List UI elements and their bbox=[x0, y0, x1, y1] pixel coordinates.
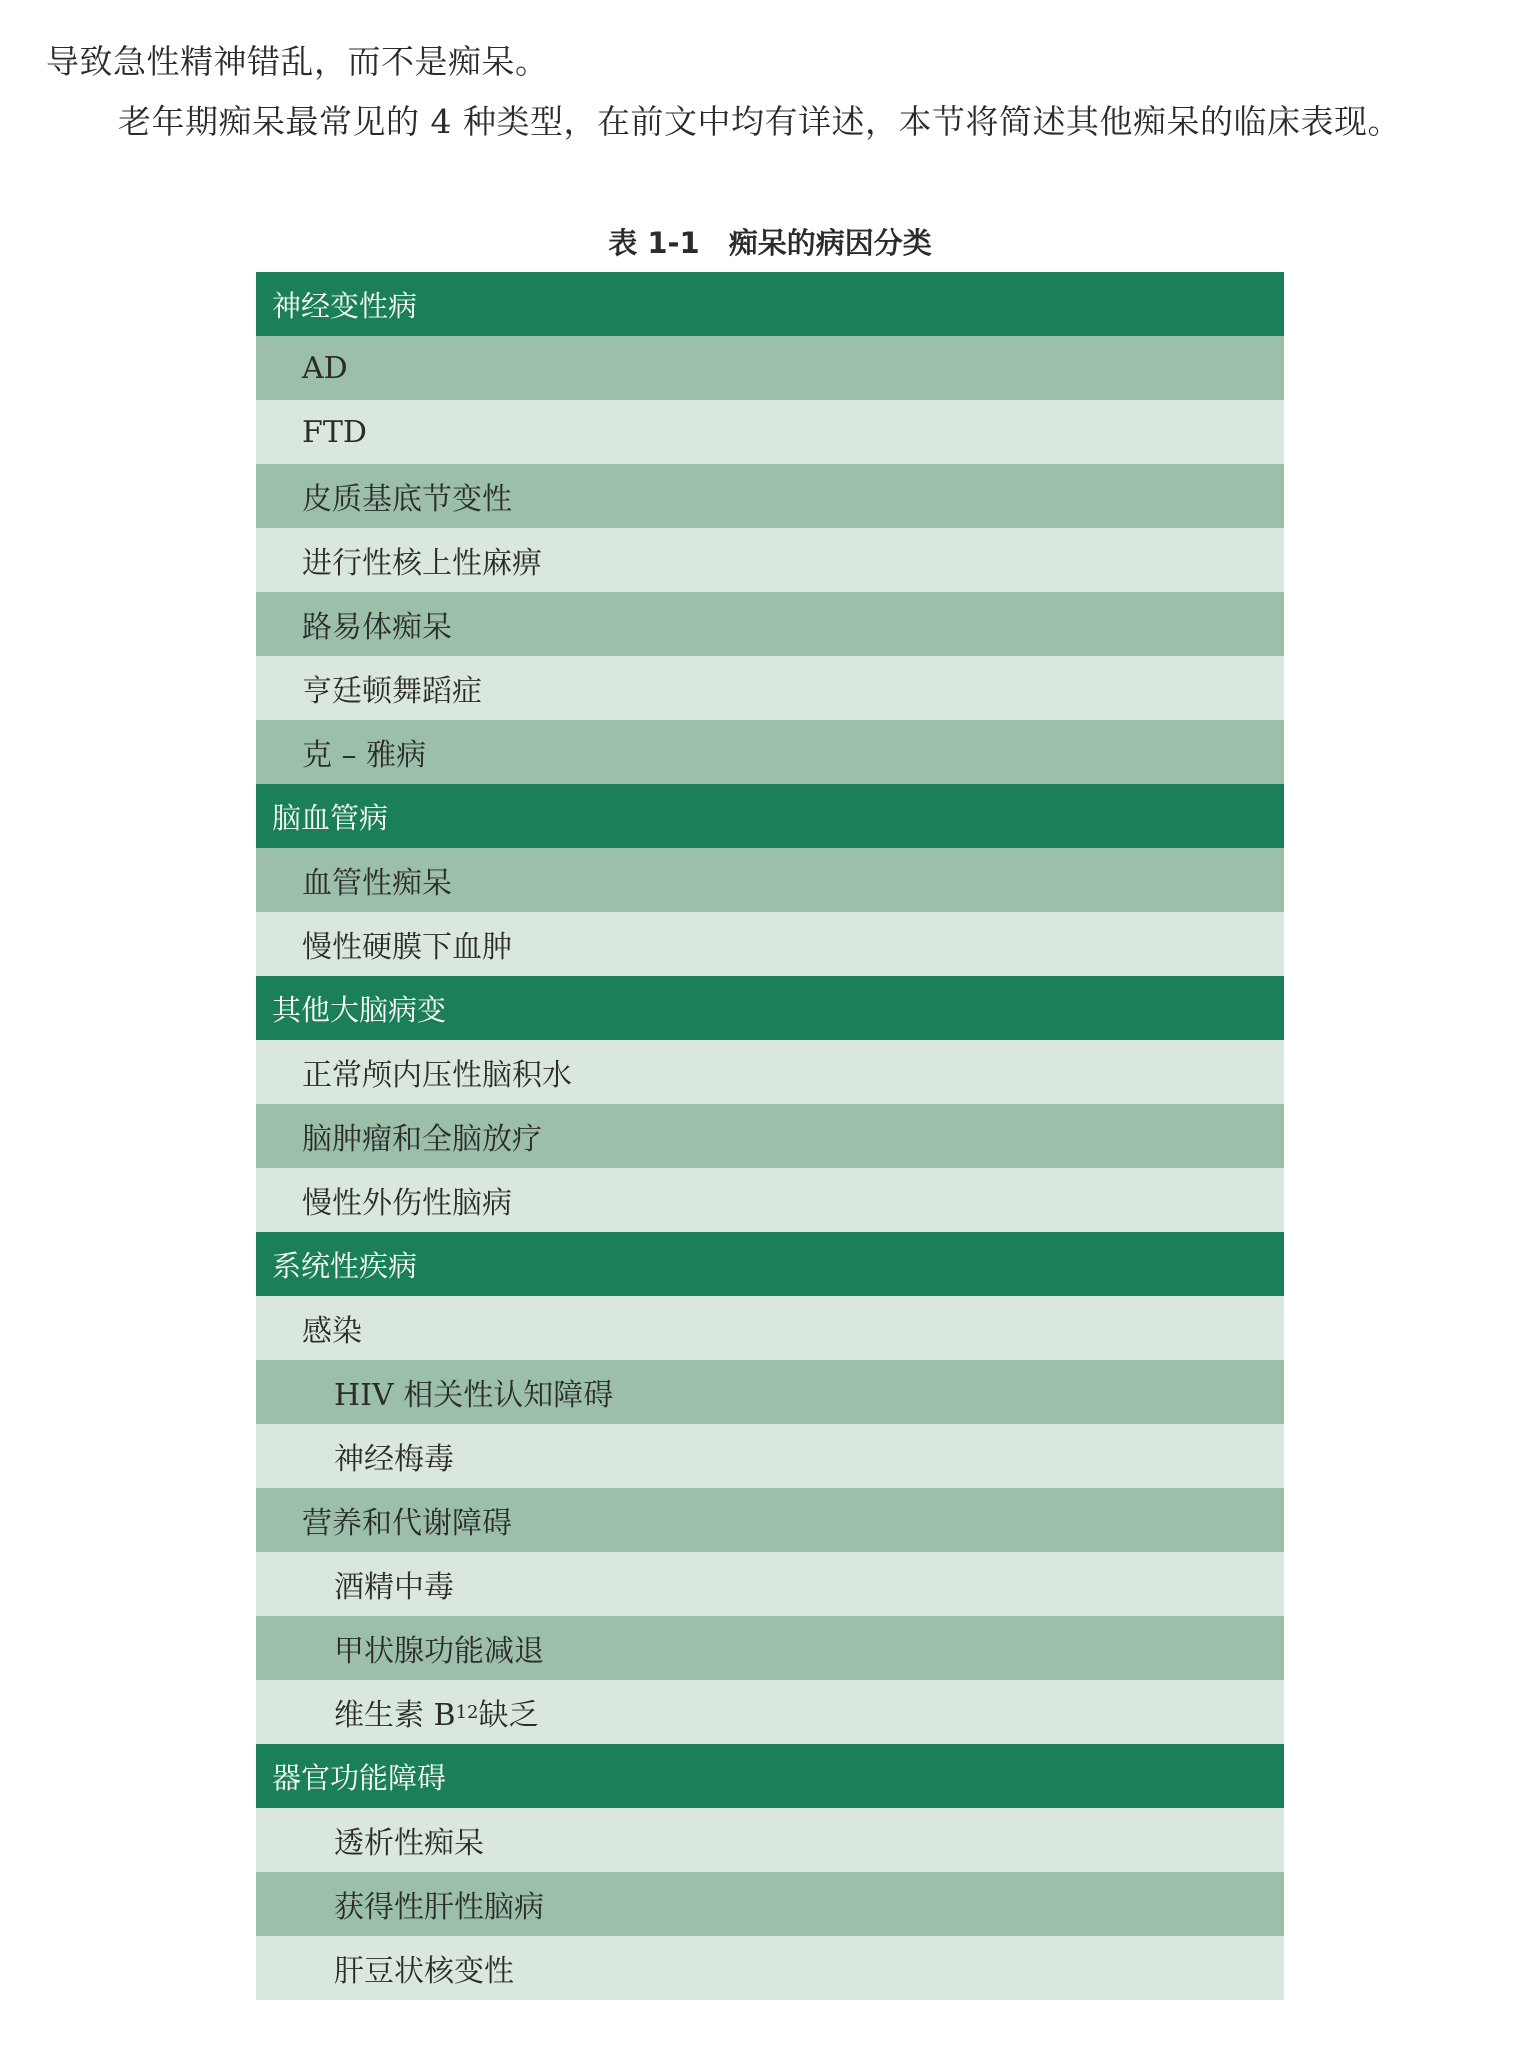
table-category-row bbox=[256, 976, 1284, 1040]
table-row bbox=[256, 848, 1284, 912]
table-row-label: 神经变性病 bbox=[272, 288, 418, 323]
table-row-label: 感染 bbox=[302, 1314, 362, 1349]
table-row-label: 脑血管病 bbox=[272, 800, 389, 835]
table-category-row bbox=[256, 272, 1284, 336]
table-row-label: 获得性肝性脑病 bbox=[334, 1890, 544, 1925]
table-row bbox=[256, 464, 1284, 528]
table-row bbox=[256, 1360, 1284, 1424]
table-row-label: 器官功能障碍 bbox=[272, 1760, 447, 1795]
table-row bbox=[256, 720, 1284, 784]
table-row-label: 慢性外伤性脑病 bbox=[302, 1186, 512, 1221]
table-row bbox=[256, 1040, 1284, 1104]
table-row bbox=[256, 1872, 1284, 1936]
table-row bbox=[256, 1808, 1284, 1872]
paragraph-1: 导致急性精神错乱，而不是痴呆。 bbox=[46, 42, 549, 81]
table-row-label: 克 – 雅病 bbox=[302, 738, 427, 773]
table-row bbox=[256, 528, 1284, 592]
table-row bbox=[256, 656, 1284, 720]
table-row-label: 甲状腺功能减退 bbox=[334, 1634, 544, 1669]
table-row bbox=[256, 1936, 1284, 2000]
etiology-table bbox=[256, 272, 1284, 2000]
table-row-label: 慢性硬膜下血肿 bbox=[302, 930, 512, 965]
subscript: 12 bbox=[455, 1701, 479, 1723]
table-row bbox=[256, 336, 1284, 400]
table-row bbox=[256, 1296, 1284, 1360]
paragraph-2: 老年期痴呆最常见的 4 种类型，在前文中均有详述，本节将简述其他痴呆的临床表现。 bbox=[118, 102, 1401, 141]
table-caption: 表 1-1 痴呆的病因分类 bbox=[608, 226, 932, 260]
table-row bbox=[256, 1552, 1284, 1616]
table-row bbox=[256, 1488, 1284, 1552]
table-row bbox=[256, 1680, 1284, 1744]
table-row bbox=[256, 1168, 1284, 1232]
table-row-label: AD bbox=[302, 350, 348, 386]
table-row-label: 血管性痴呆 bbox=[302, 866, 452, 901]
table-row-label: 皮质基底节变性 bbox=[302, 482, 512, 517]
table-category-row bbox=[256, 1744, 1284, 1808]
table-row-label: 酒精中毒 bbox=[334, 1570, 454, 1605]
table-row-label: 神经梅毒 bbox=[334, 1442, 454, 1477]
table-row-label: 透析性痴呆 bbox=[334, 1826, 484, 1861]
table-row-label: 亨廷顿舞蹈症 bbox=[302, 674, 482, 709]
table-row-label: 肝豆状核变性 bbox=[334, 1954, 514, 1989]
table-row bbox=[256, 1104, 1284, 1168]
table-row bbox=[256, 592, 1284, 656]
table-row-label: 进行性核上性麻痹 bbox=[302, 546, 542, 581]
table-row bbox=[256, 1424, 1284, 1488]
table-row-label: 脑肿瘤和全脑放疗 bbox=[302, 1122, 542, 1157]
table-row-label: 系统性疾病 bbox=[272, 1248, 418, 1283]
table-row bbox=[256, 1616, 1284, 1680]
table-row-label: 其他大脑病变 bbox=[272, 992, 447, 1027]
table-row-label: 路易体痴呆 bbox=[302, 610, 452, 645]
table-category-row bbox=[256, 784, 1284, 848]
table-row bbox=[256, 912, 1284, 976]
table-row-label: 维生素 B bbox=[334, 1698, 456, 1733]
table-row-label: 正常颅内压性脑积水 bbox=[302, 1058, 572, 1093]
table-row bbox=[256, 400, 1284, 464]
table-row-label: HIV 相关性认知障碍 bbox=[334, 1378, 614, 1413]
table-category-row bbox=[256, 1232, 1284, 1296]
table-row-label: 营养和代谢障碍 bbox=[302, 1506, 512, 1541]
table-row-label: FTD bbox=[302, 414, 367, 450]
table-row-label-suffix: 缺乏 bbox=[478, 1698, 539, 1733]
